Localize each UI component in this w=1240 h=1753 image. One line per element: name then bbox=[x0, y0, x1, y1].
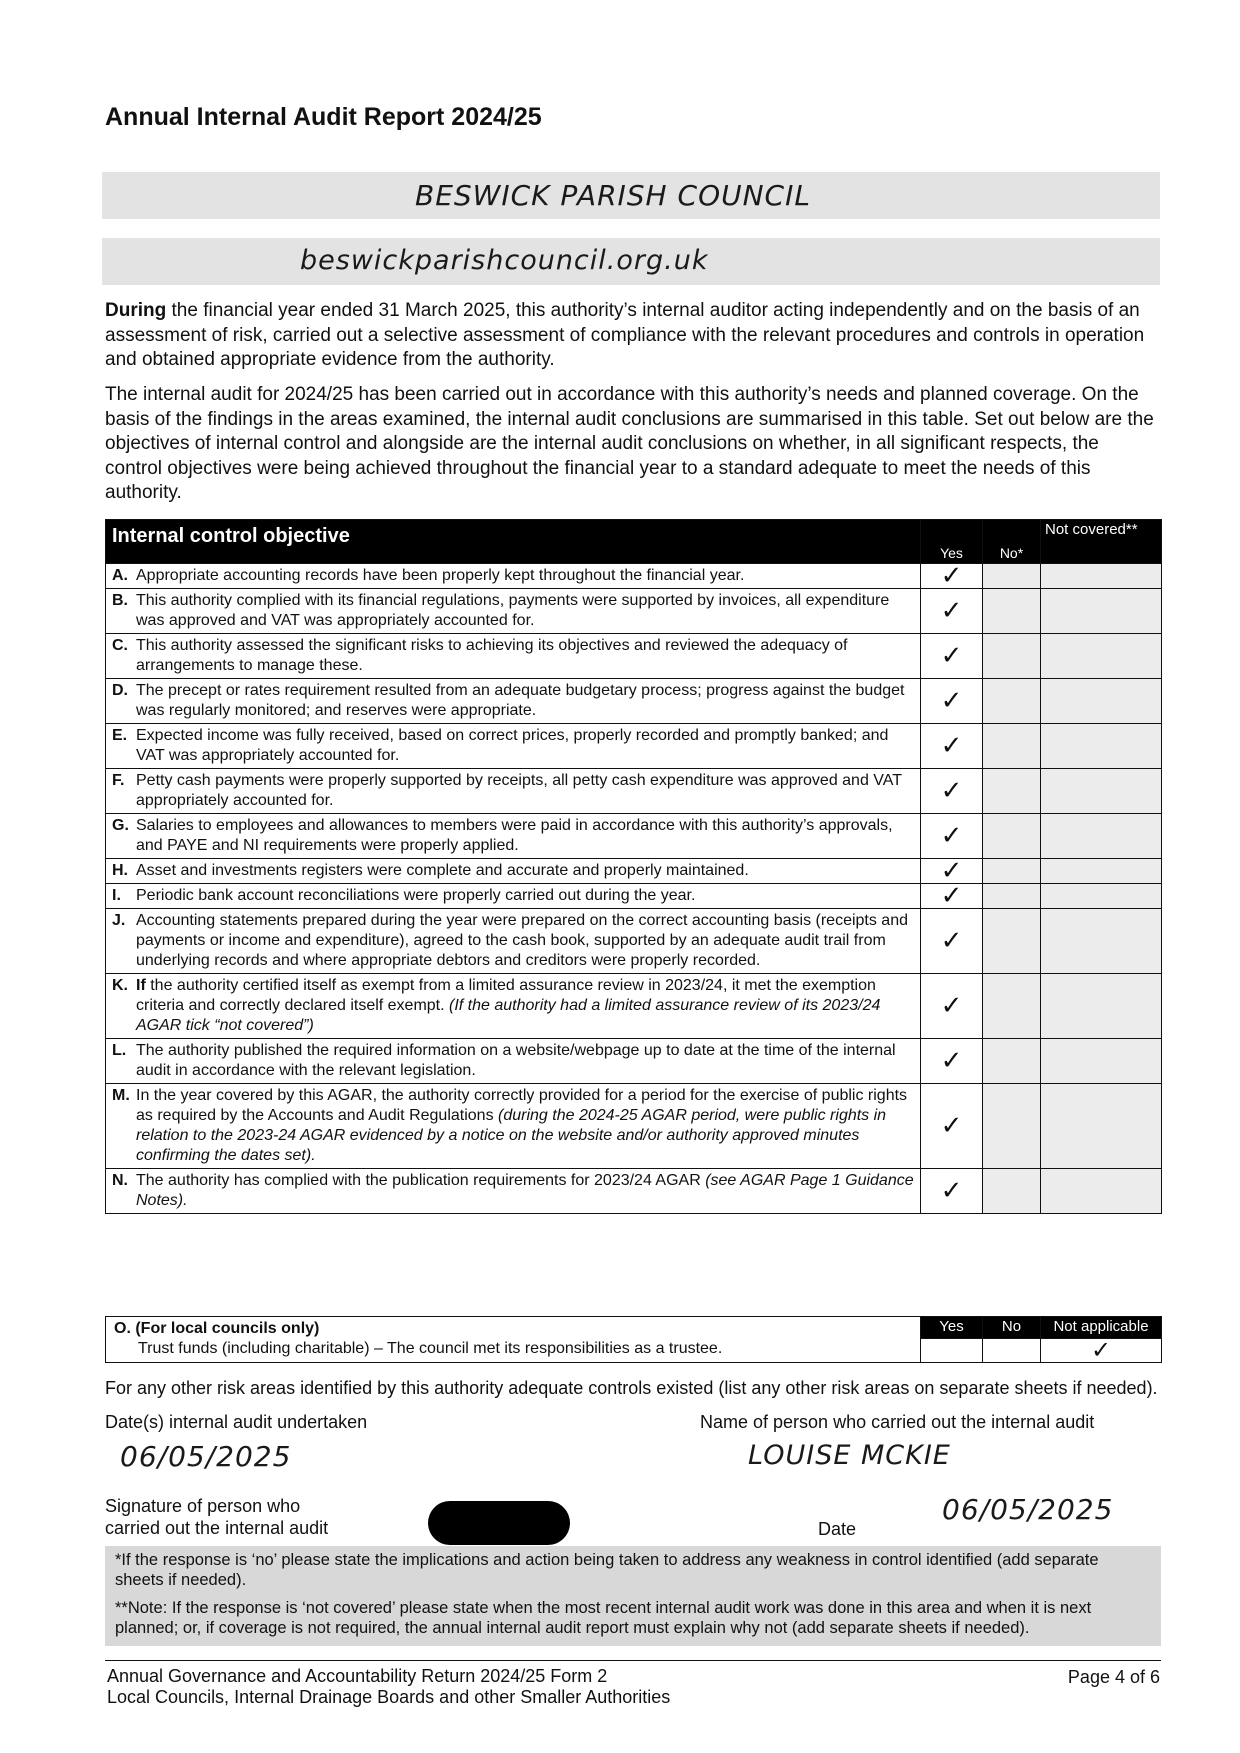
answer-not-covered-box[interactable] bbox=[1041, 564, 1162, 589]
header-not-covered: Not covered** bbox=[1041, 520, 1162, 564]
objective-cell bbox=[106, 1084, 921, 1169]
answer-no-box[interactable] bbox=[983, 1039, 1041, 1084]
objective-text bbox=[136, 636, 914, 676]
answer-not-covered-box[interactable] bbox=[1041, 724, 1162, 769]
not-covered-note: **Note: If the response is ‘not covered’ please state when the most recent internal audit work was done in this area and when it is next planned; or, if coverage is not required, the annual internal audit report must explain why not (add separate sheets if needed). bbox=[115, 1599, 1092, 1637]
objective-text bbox=[136, 1171, 914, 1211]
objective-text bbox=[136, 976, 914, 1036]
table-row bbox=[106, 814, 1162, 859]
trust-row-header bbox=[106, 1317, 1162, 1339]
objective-note: (If the authority had a limited assurance review of its 2023/24 AGAR tick “not covered”) bbox=[136, 997, 881, 1034]
no-response-note: *If the response is ‘no’ please state the implications and action being taken to address any weakness in control identified (add separate sheets if needed). bbox=[115, 1551, 1099, 1589]
answer-no-box[interactable] bbox=[983, 679, 1041, 724]
objective-letter: N. bbox=[112, 1172, 128, 1189]
intro-paragraph-2: The internal audit for 2024/25 has been carried out in accordance with this authority’s needs and planned coverage. On the basis of the findings in the areas examined, the internal audit conclusions are summarised in this table. Set out below are the objectives of internal control and alongside are the internal audit conclusions on whether, in all significant respects, the control objectives were being achieved throughout the financial year to a standard adequate to meet the needs of this authority. bbox=[105, 384, 1154, 503]
answer-not-covered-box[interactable] bbox=[1041, 814, 1162, 859]
table-header-row bbox=[106, 520, 1162, 564]
objective-body: the authority certified itself as exempt from a limited assurance review in 2023/24, it met the exemption criteria and correctly declared itself exempt. bbox=[136, 977, 876, 1014]
page-title: Annual Internal Audit Report 2024/25 bbox=[105, 103, 542, 131]
objective-letter: B. bbox=[112, 592, 128, 609]
tick-mark: ✓ bbox=[940, 776, 963, 806]
objective-text bbox=[136, 1041, 914, 1081]
table-row bbox=[106, 589, 1162, 634]
auditor-name-label: Name of person who carried out the internal audit bbox=[700, 1412, 1095, 1432]
trust-no-box[interactable] bbox=[983, 1338, 1041, 1362]
trust-title: O. (For local councils only) bbox=[114, 1320, 320, 1337]
tick-mark: ✓ bbox=[940, 881, 963, 911]
answer-not-covered-box[interactable] bbox=[1041, 634, 1162, 679]
objective-text bbox=[136, 886, 914, 906]
objective-text bbox=[136, 1086, 914, 1166]
footer-divider bbox=[105, 1660, 1161, 1661]
objective-letter: D. bbox=[112, 682, 128, 699]
objective-letter: L. bbox=[112, 1042, 127, 1059]
answer-not-covered-box[interactable] bbox=[1041, 679, 1162, 724]
objective-letter: K. bbox=[112, 977, 128, 994]
answer-not-covered-box[interactable] bbox=[1041, 909, 1162, 974]
answer-yes-box[interactable] bbox=[921, 1169, 983, 1214]
tick-mark: ✓ bbox=[940, 1046, 963, 1076]
answer-no-box[interactable] bbox=[983, 564, 1041, 589]
answer-yes-box[interactable] bbox=[921, 881, 983, 911]
objective-letter: J. bbox=[112, 912, 126, 929]
answer-no-box[interactable] bbox=[983, 909, 1041, 974]
objective-cell bbox=[106, 909, 921, 974]
objective-cell bbox=[106, 974, 921, 1039]
answer-no-box[interactable] bbox=[983, 1084, 1041, 1169]
header-no: No* bbox=[983, 520, 1041, 564]
objective-letter: I. bbox=[112, 887, 121, 904]
answer-yes-box[interactable] bbox=[921, 724, 983, 769]
objective-cell bbox=[106, 724, 921, 769]
signature-label-line-1: Signature of person who bbox=[105, 1496, 301, 1516]
answer-not-covered-box[interactable] bbox=[1041, 1039, 1162, 1084]
answer-no-box[interactable] bbox=[983, 814, 1041, 859]
trust-tick-mark: ✓ bbox=[1090, 1336, 1112, 1365]
answer-no-box[interactable] bbox=[983, 769, 1041, 814]
page-number: Page 4 of 6 bbox=[1067, 1667, 1160, 1687]
tick-mark: ✓ bbox=[940, 596, 963, 626]
table-row bbox=[106, 859, 1162, 884]
authority-name-handwritten: BESWICK PARISH COUNCIL bbox=[415, 179, 811, 212]
objective-text bbox=[136, 861, 914, 881]
header-yes: Yes bbox=[921, 520, 983, 564]
answer-not-covered-box[interactable] bbox=[1041, 1169, 1162, 1214]
objective-cell bbox=[106, 884, 921, 909]
objective-cell bbox=[106, 589, 921, 634]
signature-date-label: Date bbox=[818, 1519, 857, 1539]
trust-text: Trust funds (including charitable) – The council met its responsibilities as a trustee. bbox=[138, 1340, 723, 1357]
answer-not-covered-box[interactable] bbox=[1041, 884, 1162, 909]
answer-no-box[interactable] bbox=[983, 884, 1041, 909]
authority-website-handwritten: beswickparishcouncil.org.uk bbox=[300, 245, 709, 276]
objective-lead: If bbox=[136, 977, 146, 994]
answer-yes-box[interactable] bbox=[921, 769, 983, 814]
tick-mark: ✓ bbox=[940, 731, 963, 761]
answer-not-covered-box[interactable] bbox=[1041, 769, 1162, 814]
signature-label-line-2: carried out the internal audit bbox=[105, 1518, 329, 1538]
answer-no-box[interactable] bbox=[983, 589, 1041, 634]
answer-yes-box[interactable] bbox=[921, 909, 983, 974]
trust-header-yes: Yes bbox=[921, 1317, 983, 1339]
objective-body: In the year covered by this AGAR, the authority correctly provided for a period for the exercise of public rights as required by the Accounts and Audit Regulations bbox=[136, 1087, 908, 1124]
objective-text bbox=[136, 726, 914, 766]
objective-text bbox=[136, 816, 914, 856]
table-row bbox=[106, 1084, 1162, 1169]
objective-text bbox=[136, 566, 914, 586]
objective-letter: M. bbox=[112, 1087, 130, 1104]
signature-date-value: 06/05/2025 bbox=[942, 1493, 1114, 1526]
answer-yes-box[interactable] bbox=[921, 856, 983, 886]
trust-header-not-applicable: Not applicable bbox=[1041, 1317, 1162, 1339]
answer-no-box[interactable] bbox=[983, 974, 1041, 1039]
trust-not-applicable-box[interactable] bbox=[1041, 1336, 1162, 1365]
objective-note: (see AGAR Page 1 Guidance Notes). bbox=[136, 1172, 914, 1209]
objective-cell bbox=[106, 564, 921, 589]
objective-text bbox=[136, 771, 914, 811]
table-row bbox=[106, 769, 1162, 814]
header-objective: Internal control objective bbox=[106, 520, 921, 564]
trust-description bbox=[106, 1317, 921, 1363]
objective-letter: G. bbox=[112, 817, 129, 834]
objective-text bbox=[136, 911, 914, 971]
table-row bbox=[106, 884, 1162, 909]
objective-body: Asset and investments registers were complete and accurate and properly maintained. bbox=[136, 862, 749, 879]
tick-mark: ✓ bbox=[940, 1176, 963, 1206]
objective-body: This authority assessed the significant risks to achieving its objectives and reviewed the adequacy of arrangements to manage these. bbox=[136, 637, 848, 674]
tick-mark: ✓ bbox=[940, 641, 963, 671]
answer-not-covered-box[interactable] bbox=[1041, 974, 1162, 1039]
internal-control-table bbox=[105, 519, 1162, 1214]
footer-form-info bbox=[107, 1666, 670, 1708]
risk-areas-note: For any other risk areas identified by this authority adequate controls existed (list any other risk areas on separate sheets if needed). bbox=[105, 1378, 1158, 1398]
answer-yes-box[interactable] bbox=[921, 634, 983, 679]
table-row bbox=[106, 1169, 1162, 1214]
objective-rows bbox=[106, 561, 1162, 1214]
audit-dates-label: Date(s) internal audit undertaken bbox=[105, 1412, 368, 1432]
objective-body: The authority published the required information on a website/webpage up to date at the time of the internal audit in accordance with the relevant legislation. bbox=[136, 1042, 896, 1079]
trust-yes-box[interactable] bbox=[921, 1338, 983, 1362]
answer-not-covered-box[interactable] bbox=[1041, 589, 1162, 634]
objective-cell bbox=[106, 1039, 921, 1084]
answer-yes-box[interactable] bbox=[921, 814, 983, 859]
tick-mark: ✓ bbox=[940, 856, 963, 886]
table-row bbox=[106, 724, 1162, 769]
table-row bbox=[106, 974, 1162, 1039]
objective-note: (during the 2024-25 AGAR period, were public rights in relation to the 2023-24 AGAR evidenced by a notice on the website and/or authority approved minutes confirming the dates set). bbox=[136, 1107, 887, 1164]
objective-body: Periodic bank account reconciliations were properly carried out during the year. bbox=[136, 887, 696, 904]
answer-no-box[interactable] bbox=[983, 1169, 1041, 1214]
objective-body: Salaries to employees and allowances to members were paid in accordance with this authority’s approvals, and PAYE and NI requirements were properly applied. bbox=[136, 817, 893, 854]
objective-body: This authority complied with its financial regulations, payments were supported by invoices, all expenditure was approved and VAT was appropriately accounted for. bbox=[136, 592, 890, 629]
intro-lead: During bbox=[105, 300, 167, 321]
answer-yes-box[interactable] bbox=[921, 589, 983, 634]
objective-letter: A. bbox=[112, 567, 128, 584]
answer-no-box[interactable] bbox=[983, 724, 1041, 769]
trust-funds-table bbox=[105, 1316, 1162, 1363]
objective-body: Expected income was fully received, based on correct prices, properly recorded and promptly banked; and VAT was appropriately accounted for. bbox=[136, 727, 889, 764]
table-row bbox=[106, 634, 1162, 679]
objective-body: Petty cash payments were properly supported by receipts, all petty cash expenditure was approved and VAT appropriately accounted for. bbox=[136, 772, 902, 809]
signature-label bbox=[105, 1495, 328, 1539]
objective-text bbox=[136, 591, 914, 631]
audit-dates-value: 06/05/2025 bbox=[120, 1440, 292, 1473]
answer-not-covered-box[interactable] bbox=[1041, 1084, 1162, 1169]
objective-letter: F. bbox=[112, 772, 125, 789]
table-row bbox=[106, 679, 1162, 724]
answer-yes-box[interactable] bbox=[921, 1039, 983, 1084]
auditor-name-value: LOUISE MCKIE bbox=[748, 1440, 951, 1471]
answer-no-box[interactable] bbox=[983, 634, 1041, 679]
answer-yes-box[interactable] bbox=[921, 974, 983, 1039]
footnotes-box bbox=[105, 1546, 1161, 1646]
tick-mark: ✓ bbox=[940, 1111, 963, 1141]
signature-redaction bbox=[428, 1501, 570, 1545]
table-row bbox=[106, 564, 1162, 589]
trust-header-no: No bbox=[983, 1317, 1041, 1339]
objective-cell bbox=[106, 769, 921, 814]
objective-letter: H. bbox=[112, 862, 128, 879]
tick-mark: ✓ bbox=[940, 686, 963, 716]
footer-line-1: Annual Governance and Accountability Return 2024/25 Form 2 bbox=[107, 1666, 608, 1686]
table-row bbox=[106, 1039, 1162, 1084]
answer-no-box[interactable] bbox=[983, 859, 1041, 884]
objective-cell bbox=[106, 1169, 921, 1214]
tick-mark: ✓ bbox=[940, 926, 963, 956]
objective-letter: E. bbox=[112, 727, 128, 744]
table-row bbox=[106, 909, 1162, 974]
objective-text bbox=[136, 681, 914, 721]
objective-cell bbox=[106, 634, 921, 679]
objective-cell bbox=[106, 859, 921, 884]
objective-cell bbox=[106, 814, 921, 859]
tick-mark: ✓ bbox=[940, 821, 963, 851]
answer-yes-box[interactable] bbox=[921, 561, 983, 591]
intro-text: the financial year ended 31 March 2025, this authority’s internal auditor acting independently and on the basis of an assessment of risk, carried out a selective assessment of compliance with the relevant procedures and controls in operation and obtained appropriate evidence from the authority. bbox=[105, 300, 1145, 370]
objective-cell bbox=[106, 679, 921, 724]
objective-body: The authority has complied with the publication requirements for 2023/24 AGAR bbox=[136, 1172, 706, 1189]
intro-paragraph-1 bbox=[105, 299, 1155, 373]
objective-letter: C. bbox=[112, 637, 128, 654]
footer-line-2: Local Councils, Internal Drainage Boards and other Smaller Authorities bbox=[107, 1687, 671, 1707]
objective-body: Accounting statements prepared during the year were prepared on the correct accounting basis (receipts and payments or income and expenditure), agreed to the cash book, supported by an adequate audit trail from underlying records and where appropriate debtors and creditors were properly recorded. bbox=[136, 912, 908, 969]
objective-body: The precept or rates requirement resulted from an adequate budgetary process; progress against the budget was regularly monitored; and reserves were appropriate. bbox=[136, 682, 905, 719]
objective-body: Appropriate accounting records have been properly kept throughout the financial year. bbox=[136, 567, 745, 584]
tick-mark: ✓ bbox=[940, 561, 963, 591]
tick-mark: ✓ bbox=[940, 991, 963, 1021]
answer-not-covered-box[interactable] bbox=[1041, 859, 1162, 884]
answer-yes-box[interactable] bbox=[921, 679, 983, 724]
answer-yes-box[interactable] bbox=[921, 1084, 983, 1169]
